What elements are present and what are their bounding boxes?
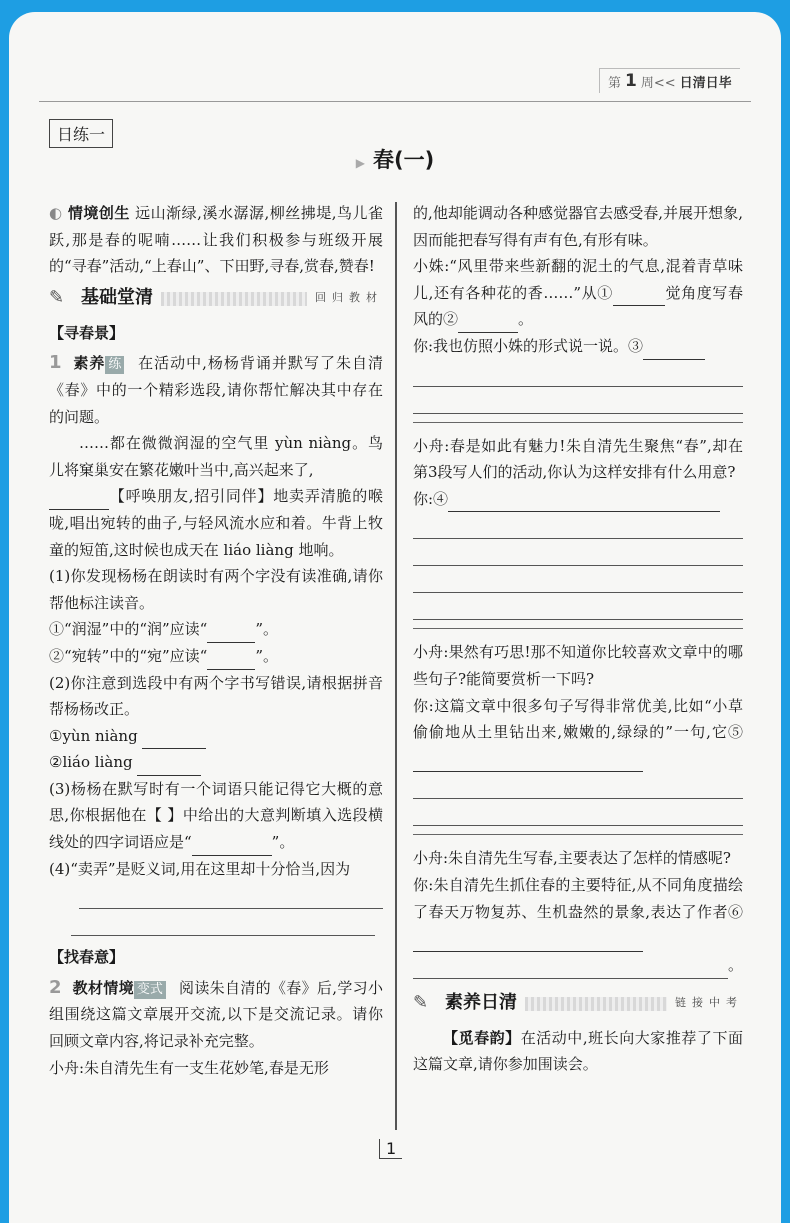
subq-2a xyxy=(49,723,383,750)
section-literacy-title: 素养日清 xyxy=(445,992,517,1014)
section-basic-title: 基础堂清 xyxy=(81,287,153,309)
title-arrow-icon: ▶ xyxy=(355,156,366,170)
subq-3-end: ”。 xyxy=(271,833,295,852)
question-1 xyxy=(49,350,383,430)
answer-line-3b[interactable] xyxy=(413,387,743,414)
answer-line-6-end: 。 xyxy=(727,956,743,975)
lesson-title xyxy=(9,144,781,174)
section-basic-side: 回归教材 xyxy=(315,291,383,305)
dialog-you-5 xyxy=(413,693,743,773)
answer-line-5-2[interactable] xyxy=(413,799,743,826)
subq-2: (2)你注意到选段中有两个字书写错误,请根据拼音帮杨杨改正。 xyxy=(49,673,383,719)
week-label: 日清日毕 xyxy=(679,75,732,91)
dialog-xiaozhou-4: 小舟:朱自清先生写春,主要表达了怎样的情感呢? xyxy=(413,849,731,868)
header-rule xyxy=(39,101,751,102)
subq-1a-end: ”。 xyxy=(255,620,279,639)
pinyin-blank-2[interactable] xyxy=(207,651,255,670)
lesson-title-text: 春(一) xyxy=(373,148,435,172)
dialog-xiaoshu-end: 。 xyxy=(518,310,534,329)
subq-2a-text: ①yùn niàng xyxy=(49,726,138,745)
dialog-xiaoshu-mid: 觉角度写春风的② xyxy=(413,283,743,329)
subq-4 xyxy=(49,856,383,883)
dialog-xiaozhou-3: 小舟:果然有巧思!那不知道你比较喜欢文章中的哪些句子?能简要赏析一下吗? xyxy=(413,643,743,688)
passage-part-2 xyxy=(49,483,383,563)
right-column xyxy=(413,200,743,1078)
dialog-you-5-text: 你:这篇文章中很多句子写得非常优美,比如“小草偷偷地从土里钻出来,嫩嫩的,绿绿的”一句,它⑤ xyxy=(413,696,743,742)
section-literacy xyxy=(413,991,743,1017)
intro-icon: ◐ xyxy=(49,204,63,222)
pen-icon-2: ✎ xyxy=(413,992,429,1014)
correction-blank-2[interactable] xyxy=(137,757,201,776)
column-divider xyxy=(395,202,397,1130)
dialog-xiaoshu-text: 小姝:“风里带来些新翻的泥土的气息,混着青草味儿,还有各种花的香……”从① xyxy=(413,257,743,302)
subq-3-text: (3)杨杨在默写时有一个词语只能记得它大概的意思,你根据他在【 】中给出的大意判断填入选段横线处的四字词语应是“ xyxy=(49,779,383,852)
subq-1b-text: ②“宛转”中的“宛”应读“ xyxy=(49,646,208,665)
subq-1b-end: ”。 xyxy=(255,646,279,665)
answer-line-4b[interactable] xyxy=(71,909,375,936)
answer-line-4-3[interactable] xyxy=(413,566,743,593)
recommend-paragraph xyxy=(413,1025,743,1078)
dialog-you-6-text: 你:朱自清先生抓住春的主要特征,从不同角度描绘了春天万物复苏、生机盎然的景象,表达了作者⑥ xyxy=(413,875,743,921)
section-literacy-bar xyxy=(525,997,667,1011)
idiom-answer-blank[interactable] xyxy=(192,837,272,856)
passage-part-2-text: 【呼唤朋友,招引同伴】地卖弄清脆的喉咙,唱出宛转的曲子,与轻风流水应和着。牛背上牧童的短笛,这时候也成天在 liáo liàng 地响。 xyxy=(49,487,383,559)
section-literacy-side: 链接中考 xyxy=(675,996,743,1010)
subq-2b xyxy=(49,749,383,776)
answer-line-4-1[interactable] xyxy=(413,512,743,539)
subq-1b xyxy=(49,643,383,670)
q2-badge-label: 教材情境 xyxy=(72,978,134,997)
q1-badge-label: 素养 xyxy=(73,354,106,373)
dialog-you-4 xyxy=(413,486,743,513)
intro-paragraph xyxy=(49,200,383,280)
section-basic xyxy=(49,286,383,312)
workbook-page xyxy=(9,12,781,1223)
answer-blank-6[interactable] xyxy=(413,933,643,952)
subq-1a xyxy=(49,616,383,643)
subhead-find-spring: 【找春意】 xyxy=(49,948,125,967)
subq-1: (1)你发现杨杨在朗读时有两个字没有读准确,请你帮他标注读音。 xyxy=(49,567,383,612)
recommend-text: 在活动中,班长向大家推荐了下面这篇文章,请你参加围读会。 xyxy=(413,1028,743,1074)
q2-badge: 变式 xyxy=(134,981,166,999)
answer-blank-4[interactable] xyxy=(448,493,720,512)
answer-line-5-1[interactable] xyxy=(413,772,743,799)
separator-1 xyxy=(413,422,743,423)
pinyin-blank-1[interactable] xyxy=(207,624,255,643)
intro-text: 远山渐绿,溪水潺潺,柳丝拂堤,鸟儿雀跃,那是春的呢喃……让我们积极参与班级开展的“寻春”活动,“上春山”、下田野,寻春,赏春,赞春! xyxy=(49,204,383,276)
week-tab xyxy=(599,68,740,93)
dialog-xiaozhou-2: 小舟:春是如此有魅力!朱自清先生聚焦“春”,却在第3段写人们的活动,你认为这样安排有什么用意? xyxy=(413,436,743,482)
week-number: 1 xyxy=(625,71,637,91)
separator-3 xyxy=(413,834,743,835)
intro-label: 情境创生 xyxy=(67,204,130,222)
week-prefix: 第 xyxy=(608,75,622,91)
answer-line-4-2[interactable] xyxy=(413,539,743,566)
q1-text: 在活动中,杨杨背诵并默写了朱自清《春》中的一个精彩选段,请你帮忙解决其中存在的问题。 xyxy=(49,354,383,426)
answer-line-6[interactable] xyxy=(413,952,728,979)
answer-blank-2[interactable] xyxy=(458,314,518,333)
left-column xyxy=(49,200,383,1081)
week-suffix: 周<< xyxy=(640,75,676,91)
subq-3 xyxy=(49,776,383,856)
dialog-you-3-text: 你:我也仿照小姝的形式说一说。③ xyxy=(413,336,644,355)
answer-line-3a[interactable] xyxy=(413,360,743,387)
dialog-you-6 xyxy=(413,872,743,952)
question-1-number: 1 xyxy=(49,352,62,374)
pen-icon: ✎ xyxy=(49,287,65,309)
subhead-find-scenery: 【寻春景】 xyxy=(49,323,125,342)
dialog-continue: 的,他却能调动各种感觉器官去感受春,并展开想象,因而能把春写得有声有色,有形有味。 xyxy=(413,204,743,249)
day-tag: 日练一 xyxy=(49,119,113,148)
question-2-number: 2 xyxy=(49,976,62,998)
q1-badge: 练 xyxy=(105,356,124,374)
dialog-you-3 xyxy=(413,333,743,360)
subq-2b-text: ②liáo liàng xyxy=(49,753,133,772)
idiom-blank[interactable] xyxy=(49,491,109,510)
subq-4-text: (4)“卖弄”是贬义词,用在这里却十分恰当,因为 xyxy=(49,859,351,878)
answer-line-4-4[interactable] xyxy=(413,593,743,620)
correction-blank-1[interactable] xyxy=(142,730,206,749)
subq-1a-text: ①“润湿”中的“润”应读“ xyxy=(49,620,208,639)
passage-part-1: ……都在微微润湿的空气里 yùn niàng。鸟儿将窠巢安在繁花嫩叶当中,高兴起来了, xyxy=(49,434,383,479)
dialog-xiaoshu xyxy=(413,253,743,333)
answer-line-6-row xyxy=(413,952,743,979)
separator-2 xyxy=(413,628,743,629)
section-basic-bar xyxy=(161,292,307,306)
q2-text: 阅读朱自清的《春》后,学习小组围绕这篇文章展开交流,以下是交流记录。请你回顾文章内容,将记录补充完整。 xyxy=(49,978,383,1051)
answer-blank-5[interactable] xyxy=(413,753,643,772)
answer-line-4a[interactable] xyxy=(79,882,383,909)
page-number: 1 xyxy=(379,1139,402,1159)
dialog-you-4-text: 你:④ xyxy=(413,489,449,508)
answer-blank-1[interactable] xyxy=(613,287,665,306)
question-2 xyxy=(49,975,383,1055)
q2-dialog-start: 小舟:朱自清先生有一支生花妙笔,春是无形 xyxy=(49,1058,329,1077)
recommend-label: 【觅春韵】 xyxy=(443,1028,521,1047)
answer-blank-3[interactable] xyxy=(643,341,705,360)
